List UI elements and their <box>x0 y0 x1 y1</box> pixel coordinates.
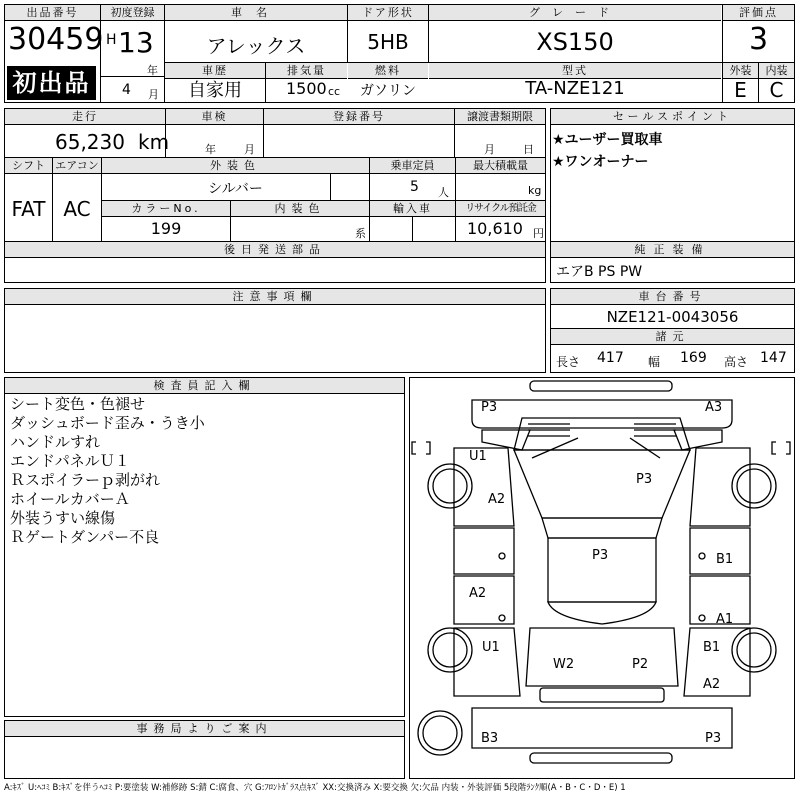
seats: 5 <box>410 179 419 195</box>
damage-mark: B1 <box>703 640 721 655</box>
score: 3 <box>748 22 769 57</box>
fuel-label: 燃料 <box>348 63 428 79</box>
exterior-color: シルバー <box>208 181 263 197</box>
color-number-label: カラーNo. <box>102 201 230 217</box>
damage-mark: A2 <box>703 677 721 692</box>
remark-line: ハンドルすれ <box>10 433 101 451</box>
details-section <box>4 108 546 242</box>
sales-points-label: セールスポイント <box>551 109 794 125</box>
damage-mark: A2 <box>488 492 506 507</box>
sales-point: ★ワンオーナー <box>552 154 649 170</box>
yen-unit: 円 <box>533 227 544 240</box>
inspection-label: 車検 <box>166 109 263 125</box>
vehicle-history: 自家用 <box>188 80 242 101</box>
registration-month: 4 <box>122 82 131 98</box>
color-number: 199 <box>150 219 182 238</box>
height: 147 <box>760 350 787 366</box>
damage-mark: U1 <box>482 640 500 655</box>
transfer-month-unit: 月 <box>484 143 495 156</box>
remark-line: シート変色・色褪せ <box>10 395 146 413</box>
legend: A:ｷｽﾞ U:ﾍｺﾐ B:ｷｽﾞを伴うﾍｺﾐ P:要塗装 W:補修跡 S:錆 C:腐食、穴 G:ﾌﾛﾝﾄｶﾞﾗｽ点ｷｽﾞ XX:交換済み X:要交換 欠:欠品 内装・外装評価 5段階ﾗﾝｸ順(A・B・C・D・E) 1 <box>4 783 626 793</box>
year-unit: 年 <box>147 64 158 77</box>
damage-mark: W2 <box>553 657 575 672</box>
inspector-label: 検査員記入欄 <box>5 378 404 394</box>
shift-label: シフト <box>5 158 52 174</box>
model-code: TA-NZE121 <box>525 78 625 99</box>
car-name: アレックス <box>206 34 306 58</box>
transfer-deadline-label: 譲渡書類期限 <box>455 109 545 125</box>
damage-mark: U1 <box>469 449 487 464</box>
damage-mark: B3 <box>481 731 499 746</box>
car-name-label: 車名 <box>165 5 347 21</box>
width: 169 <box>680 350 707 366</box>
first-listing-badge: 初出品 <box>7 66 96 100</box>
remark-line: 外装うすい線傷 <box>10 509 116 527</box>
damage-mark: P3 <box>592 548 609 563</box>
inspection-month-unit: 月 <box>244 143 255 156</box>
month-unit: 月 <box>148 88 159 101</box>
equipment-label: 純正装備 <box>551 242 794 258</box>
lot-number-label: 出品番号 <box>5 5 100 21</box>
interior-grade: C <box>769 78 784 102</box>
aircon: AC <box>63 197 91 221</box>
remark-line: Ｒゲートダンパー不良 <box>10 528 160 546</box>
damage-mark: A1 <box>716 612 734 627</box>
damage-mark: P3 <box>705 731 722 746</box>
damage-mark: P2 <box>632 657 649 672</box>
notes-label: 注意事項欄 <box>5 289 545 305</box>
later-parts-label: 後日発送部品 <box>5 242 545 258</box>
chassis-number: NZE121-0043056 <box>606 308 739 326</box>
exterior-color-label: 外装色 <box>102 158 369 174</box>
era-label: H <box>106 32 117 48</box>
fuel: ガソリン <box>360 83 416 99</box>
equipment: エアB PS PW <box>556 264 643 280</box>
aircon-label: エアコン <box>53 158 101 174</box>
height-label: 高さ <box>724 355 749 369</box>
mileage-label: 走行 <box>5 109 165 125</box>
length-label: 長さ <box>556 355 581 369</box>
history-label: 車歴 <box>165 63 265 79</box>
displacement: 1500 <box>286 79 327 98</box>
recycle-deposit: 10,610 <box>467 219 523 238</box>
exterior-grade: E <box>734 78 747 102</box>
model-label: 型式 <box>429 63 721 79</box>
load-unit: kg <box>528 184 542 197</box>
door-label: ドア形状 <box>348 5 428 21</box>
grade: XS150 <box>536 28 614 56</box>
exterior-grade-label: 外装 <box>723 63 758 79</box>
interior-color-unit: 系 <box>355 227 366 240</box>
remark-line: Ｒスポイラーｐ剥がれ <box>10 471 161 489</box>
interior-color-label: 内装色 <box>231 201 369 217</box>
length: 417 <box>597 350 624 366</box>
recycle-deposit-label: リサイクル預託金 <box>456 201 545 217</box>
office-notice-label: 事務局よりご案内 <box>5 721 404 737</box>
shift: FAT <box>11 197 46 221</box>
registration-year: 13 <box>118 26 154 59</box>
specs-label: 諸元 <box>551 329 794 345</box>
inspection-year-unit: 年 <box>205 143 216 156</box>
first-registration-label: 初度登録 <box>101 5 164 21</box>
damage-mark: A2 <box>469 586 487 601</box>
door-type: 5HB <box>367 30 409 54</box>
chassis-label: 車台番号 <box>551 289 794 305</box>
lot-number: 30459 <box>8 22 104 57</box>
damage-mark: P3 <box>481 400 498 415</box>
car-damage-diagram <box>410 378 794 778</box>
remark-line: エンドパネルＵ１ <box>10 452 130 470</box>
remark-line: ホイールカバーＡ <box>10 490 130 508</box>
remark-line: ダッシュボード歪み・うき小 <box>10 414 205 432</box>
damage-mark: A3 <box>705 400 723 415</box>
cc-unit: cc <box>328 85 341 98</box>
import-label: 輸入車 <box>370 201 455 217</box>
mileage: 65,230 <box>55 130 125 154</box>
interior-grade-label: 内装 <box>759 63 794 79</box>
sales-point: ★ユーザー買取車 <box>552 132 663 148</box>
seats-unit: 人 <box>438 186 449 199</box>
seats-label: 乗車定員 <box>370 158 455 174</box>
max-load-label: 最大積載量 <box>456 158 545 174</box>
damage-mark: P3 <box>636 472 653 487</box>
damage-mark: B1 <box>716 552 734 567</box>
score-label: 評価点 <box>723 5 794 21</box>
transfer-day-unit: 日 <box>523 143 534 156</box>
km-unit: km <box>138 130 170 154</box>
width-label: 幅 <box>648 355 661 369</box>
grade-label: グレード <box>429 5 721 21</box>
displacement-label: 排気量 <box>266 63 347 79</box>
registration-number-label: 登録番号 <box>264 109 454 125</box>
